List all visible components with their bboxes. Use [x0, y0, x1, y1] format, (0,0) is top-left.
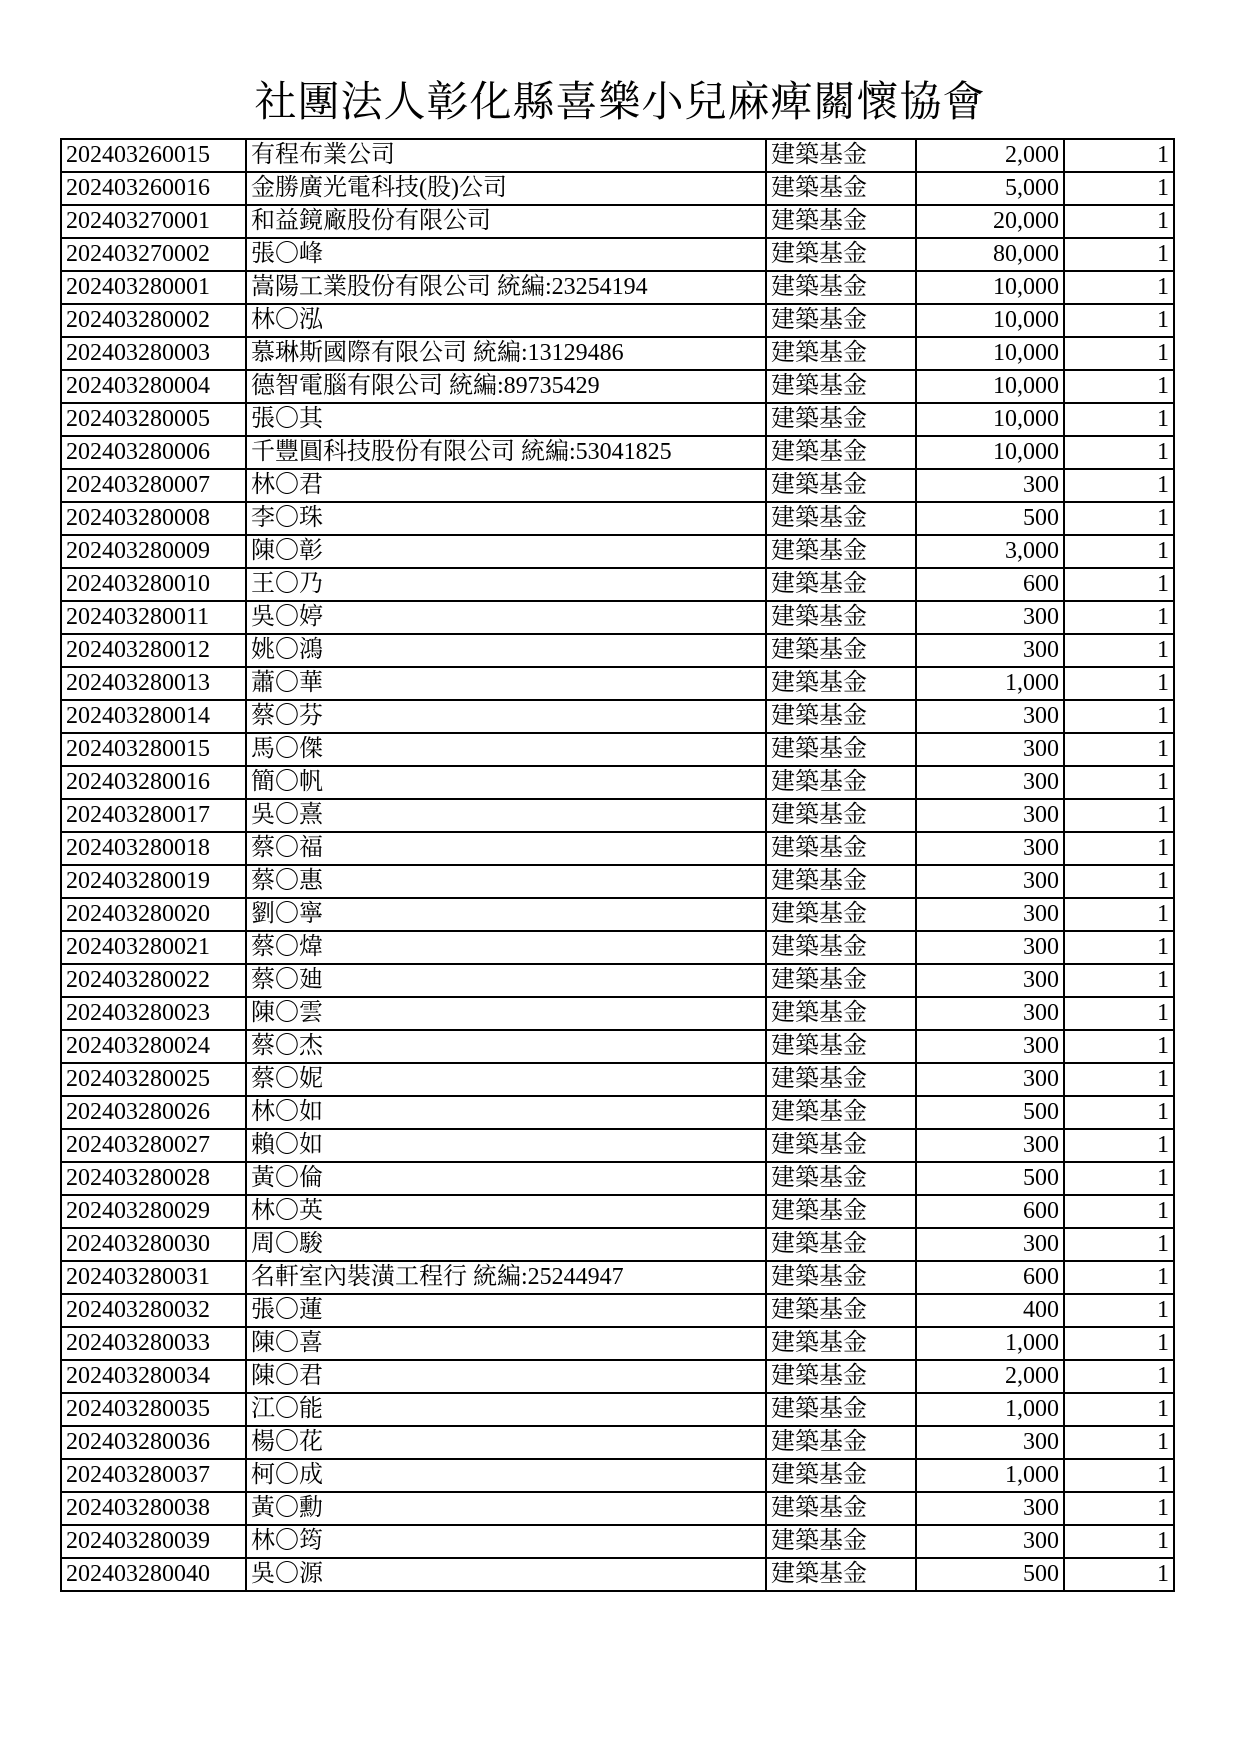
- fund-category-cell: 建築基金: [766, 1261, 916, 1294]
- amount-cell: 2,000: [916, 1360, 1064, 1393]
- donor-name-cell: 有程布業公司: [246, 139, 766, 172]
- amount-cell: 300: [916, 469, 1064, 502]
- fund-category-cell: 建築基金: [766, 1129, 916, 1162]
- count-cell: 1: [1064, 1525, 1174, 1558]
- table-row: [61, 271, 1174, 304]
- fund-category-cell: 建築基金: [766, 898, 916, 931]
- donor-name-cell: 張〇峰: [246, 238, 766, 271]
- fund-category-cell: 建築基金: [766, 1063, 916, 1096]
- receipt-number-cell: 202403280014: [61, 700, 246, 733]
- table-row: [61, 1261, 1174, 1294]
- table-row: [61, 139, 1174, 172]
- donor-name-cell: 金勝廣光電科技(股)公司: [246, 172, 766, 205]
- donor-name-cell: 蔡〇煒: [246, 931, 766, 964]
- table-row: [61, 667, 1174, 700]
- count-cell: 1: [1064, 370, 1174, 403]
- receipt-number-cell: 202403280028: [61, 1162, 246, 1195]
- donor-name-cell: 張〇其: [246, 403, 766, 436]
- amount-cell: 1,000: [916, 1393, 1064, 1426]
- donor-name-cell: 蔡〇廸: [246, 964, 766, 997]
- fund-category-cell: 建築基金: [766, 700, 916, 733]
- table-row: [61, 1360, 1174, 1393]
- fund-category-cell: 建築基金: [766, 568, 916, 601]
- count-cell: 1: [1064, 898, 1174, 931]
- receipt-number-cell: 202403260015: [61, 139, 246, 172]
- donor-name-cell: 林〇筠: [246, 1525, 766, 1558]
- table-row: [61, 568, 1174, 601]
- amount-cell: 10,000: [916, 436, 1064, 469]
- donor-name-cell: 和益鏡廠股份有限公司: [246, 205, 766, 238]
- count-cell: 1: [1064, 634, 1174, 667]
- count-cell: 1: [1064, 733, 1174, 766]
- count-cell: 1: [1064, 1096, 1174, 1129]
- amount-cell: 300: [916, 964, 1064, 997]
- amount-cell: 300: [916, 1228, 1064, 1261]
- receipt-number-cell: 202403280025: [61, 1063, 246, 1096]
- fund-category-cell: 建築基金: [766, 370, 916, 403]
- count-cell: 1: [1064, 304, 1174, 337]
- table-row: [61, 1327, 1174, 1360]
- fund-category-cell: 建築基金: [766, 436, 916, 469]
- donation-table: [60, 138, 1175, 1592]
- amount-cell: 1,000: [916, 1327, 1064, 1360]
- table-row: [61, 931, 1174, 964]
- donor-name-cell: 德智電腦有限公司 統編:89735429: [246, 370, 766, 403]
- donor-name-cell: 賴〇如: [246, 1129, 766, 1162]
- amount-cell: 300: [916, 898, 1064, 931]
- donor-name-cell: 陳〇彰: [246, 535, 766, 568]
- table-row: [61, 238, 1174, 271]
- amount-cell: 400: [916, 1294, 1064, 1327]
- table-row: [61, 1393, 1174, 1426]
- amount-cell: 1,000: [916, 667, 1064, 700]
- fund-category-cell: 建築基金: [766, 535, 916, 568]
- table-row: [61, 865, 1174, 898]
- count-cell: 1: [1064, 1558, 1174, 1591]
- receipt-number-cell: 202403280021: [61, 931, 246, 964]
- donor-name-cell: 吳〇熹: [246, 799, 766, 832]
- count-cell: 1: [1064, 205, 1174, 238]
- fund-category-cell: 建築基金: [766, 1360, 916, 1393]
- receipt-number-cell: 202403280015: [61, 733, 246, 766]
- donor-name-cell: 蔡〇福: [246, 832, 766, 865]
- receipt-number-cell: 202403280035: [61, 1393, 246, 1426]
- fund-category-cell: 建築基金: [766, 931, 916, 964]
- receipt-number-cell: 202403280012: [61, 634, 246, 667]
- count-cell: 1: [1064, 337, 1174, 370]
- fund-category-cell: 建築基金: [766, 271, 916, 304]
- receipt-number-cell: 202403280030: [61, 1228, 246, 1261]
- table-row: [61, 1492, 1174, 1525]
- count-cell: 1: [1064, 1195, 1174, 1228]
- table-row: [61, 1228, 1174, 1261]
- fund-category-cell: 建築基金: [766, 1459, 916, 1492]
- count-cell: 1: [1064, 601, 1174, 634]
- receipt-number-cell: 202403280004: [61, 370, 246, 403]
- amount-cell: 300: [916, 766, 1064, 799]
- table-row: [61, 1162, 1174, 1195]
- receipt-number-cell: 202403280024: [61, 1030, 246, 1063]
- amount-cell: 300: [916, 865, 1064, 898]
- donor-name-cell: 江〇能: [246, 1393, 766, 1426]
- donor-name-cell: 王〇乃: [246, 568, 766, 601]
- table-row: [61, 601, 1174, 634]
- receipt-number-cell: 202403280039: [61, 1525, 246, 1558]
- count-cell: 1: [1064, 1393, 1174, 1426]
- page-title: 社團法人彰化縣喜樂小兒麻痺關懷協會: [254, 80, 986, 126]
- donor-name-cell: 林〇如: [246, 1096, 766, 1129]
- receipt-number-cell: 202403280008: [61, 502, 246, 535]
- receipt-number-cell: 202403280007: [61, 469, 246, 502]
- table-row: [61, 832, 1174, 865]
- fund-category-cell: 建築基金: [766, 601, 916, 634]
- table-row: [61, 1030, 1174, 1063]
- table-row: [61, 304, 1174, 337]
- amount-cell: 10,000: [916, 370, 1064, 403]
- count-cell: 1: [1064, 436, 1174, 469]
- count-cell: 1: [1064, 469, 1174, 502]
- count-cell: 1: [1064, 1228, 1174, 1261]
- table-row: [61, 1129, 1174, 1162]
- donor-name-cell: 姚〇鴻: [246, 634, 766, 667]
- table-row: [61, 634, 1174, 667]
- receipt-number-cell: 202403280037: [61, 1459, 246, 1492]
- fund-category-cell: 建築基金: [766, 1327, 916, 1360]
- amount-cell: 300: [916, 1030, 1064, 1063]
- amount-cell: 600: [916, 568, 1064, 601]
- amount-cell: 300: [916, 832, 1064, 865]
- count-cell: 1: [1064, 1294, 1174, 1327]
- donor-name-cell: 林〇君: [246, 469, 766, 502]
- fund-category-cell: 建築基金: [766, 1525, 916, 1558]
- fund-category-cell: 建築基金: [766, 502, 916, 535]
- amount-cell: 500: [916, 1558, 1064, 1591]
- fund-category-cell: 建築基金: [766, 667, 916, 700]
- table-row: [61, 535, 1174, 568]
- donor-name-cell: 蔡〇杰: [246, 1030, 766, 1063]
- donor-name-cell: 劉〇寧: [246, 898, 766, 931]
- fund-category-cell: 建築基金: [766, 1096, 916, 1129]
- amount-cell: 2,000: [916, 139, 1064, 172]
- fund-category-cell: 建築基金: [766, 1228, 916, 1261]
- fund-category-cell: 建築基金: [766, 634, 916, 667]
- receipt-number-cell: 202403280018: [61, 832, 246, 865]
- count-cell: 1: [1064, 1459, 1174, 1492]
- fund-category-cell: 建築基金: [766, 766, 916, 799]
- fund-category-cell: 建築基金: [766, 865, 916, 898]
- receipt-number-cell: 202403280006: [61, 436, 246, 469]
- fund-category-cell: 建築基金: [766, 469, 916, 502]
- donor-name-cell: 馬〇傑: [246, 733, 766, 766]
- count-cell: 1: [1064, 700, 1174, 733]
- receipt-number-cell: 202403280019: [61, 865, 246, 898]
- count-cell: 1: [1064, 271, 1174, 304]
- donor-name-cell: 千豐圓科技股份有限公司 統編:53041825: [246, 436, 766, 469]
- receipt-number-cell: 202403280003: [61, 337, 246, 370]
- table-row: [61, 799, 1174, 832]
- receipt-number-cell: 202403280027: [61, 1129, 246, 1162]
- fund-category-cell: 建築基金: [766, 964, 916, 997]
- donor-name-cell: 蕭〇華: [246, 667, 766, 700]
- donor-name-cell: 林〇英: [246, 1195, 766, 1228]
- table-row: [61, 766, 1174, 799]
- count-cell: 1: [1064, 799, 1174, 832]
- amount-cell: 20,000: [916, 205, 1064, 238]
- count-cell: 1: [1064, 832, 1174, 865]
- table-row: [61, 733, 1174, 766]
- count-cell: 1: [1064, 502, 1174, 535]
- count-cell: 1: [1064, 172, 1174, 205]
- table-row: [61, 1294, 1174, 1327]
- amount-cell: 300: [916, 634, 1064, 667]
- amount-cell: 80,000: [916, 238, 1064, 271]
- fund-category-cell: 建築基金: [766, 1492, 916, 1525]
- table-row: [61, 1558, 1174, 1591]
- receipt-number-cell: 202403280036: [61, 1426, 246, 1459]
- amount-cell: 500: [916, 1162, 1064, 1195]
- receipt-number-cell: 202403280016: [61, 766, 246, 799]
- receipt-number-cell: 202403280002: [61, 304, 246, 337]
- donor-name-cell: 陳〇喜: [246, 1327, 766, 1360]
- amount-cell: 1,000: [916, 1459, 1064, 1492]
- table-row: [61, 502, 1174, 535]
- table-row: [61, 898, 1174, 931]
- fund-category-cell: 建築基金: [766, 337, 916, 370]
- count-cell: 1: [1064, 997, 1174, 1030]
- donor-name-cell: 蔡〇妮: [246, 1063, 766, 1096]
- amount-cell: 300: [916, 997, 1064, 1030]
- count-cell: 1: [1064, 1063, 1174, 1096]
- count-cell: 1: [1064, 931, 1174, 964]
- fund-category-cell: 建築基金: [766, 1030, 916, 1063]
- donor-name-cell: 楊〇花: [246, 1426, 766, 1459]
- count-cell: 1: [1064, 568, 1174, 601]
- table-row: [61, 1096, 1174, 1129]
- receipt-number-cell: 202403280029: [61, 1195, 246, 1228]
- donor-name-cell: 李〇珠: [246, 502, 766, 535]
- receipt-number-cell: 202403280026: [61, 1096, 246, 1129]
- donor-name-cell: 張〇蓮: [246, 1294, 766, 1327]
- amount-cell: 300: [916, 931, 1064, 964]
- receipt-number-cell: 202403270001: [61, 205, 246, 238]
- donor-name-cell: 陳〇雲: [246, 997, 766, 1030]
- receipt-number-cell: 202403280023: [61, 997, 246, 1030]
- fund-category-cell: 建築基金: [766, 1294, 916, 1327]
- amount-cell: 600: [916, 1261, 1064, 1294]
- amount-cell: 500: [916, 1096, 1064, 1129]
- count-cell: 1: [1064, 766, 1174, 799]
- receipt-number-cell: 202403260016: [61, 172, 246, 205]
- donor-name-cell: 名軒室內裝潢工程行 統編:25244947: [246, 1261, 766, 1294]
- receipt-number-cell: 202403280038: [61, 1492, 246, 1525]
- receipt-number-cell: 202403280020: [61, 898, 246, 931]
- count-cell: 1: [1064, 1426, 1174, 1459]
- fund-category-cell: 建築基金: [766, 799, 916, 832]
- fund-category-cell: 建築基金: [766, 1195, 916, 1228]
- fund-category-cell: 建築基金: [766, 172, 916, 205]
- receipt-number-cell: 202403280031: [61, 1261, 246, 1294]
- amount-cell: 300: [916, 733, 1064, 766]
- receipt-number-cell: 202403280034: [61, 1360, 246, 1393]
- donor-name-cell: 吳〇婷: [246, 601, 766, 634]
- fund-category-cell: 建築基金: [766, 832, 916, 865]
- receipt-number-cell: 202403280013: [61, 667, 246, 700]
- fund-category-cell: 建築基金: [766, 304, 916, 337]
- amount-cell: 3,000: [916, 535, 1064, 568]
- count-cell: 1: [1064, 1492, 1174, 1525]
- table-row: [61, 403, 1174, 436]
- amount-cell: 300: [916, 1063, 1064, 1096]
- amount-cell: 5,000: [916, 172, 1064, 205]
- amount-cell: 300: [916, 601, 1064, 634]
- receipt-number-cell: 202403280005: [61, 403, 246, 436]
- amount-cell: 10,000: [916, 403, 1064, 436]
- count-cell: 1: [1064, 865, 1174, 898]
- receipt-number-cell: 202403280009: [61, 535, 246, 568]
- table-row: [61, 205, 1174, 238]
- table-row: [61, 1459, 1174, 1492]
- donor-name-cell: 慕琳斯國際有限公司 統編:13129486: [246, 337, 766, 370]
- count-cell: 1: [1064, 1327, 1174, 1360]
- fund-category-cell: 建築基金: [766, 1162, 916, 1195]
- fund-category-cell: 建築基金: [766, 1426, 916, 1459]
- table-row: [61, 1525, 1174, 1558]
- donation-table-body: [61, 139, 1174, 1591]
- table-row: [61, 172, 1174, 205]
- count-cell: 1: [1064, 1162, 1174, 1195]
- donor-name-cell: 黃〇倫: [246, 1162, 766, 1195]
- table-row: [61, 370, 1174, 403]
- receipt-number-cell: 202403280010: [61, 568, 246, 601]
- donor-name-cell: 吳〇源: [246, 1558, 766, 1591]
- count-cell: 1: [1064, 403, 1174, 436]
- receipt-number-cell: 202403270002: [61, 238, 246, 271]
- donor-name-cell: 陳〇君: [246, 1360, 766, 1393]
- count-cell: 1: [1064, 1030, 1174, 1063]
- table-row: [61, 469, 1174, 502]
- table-row: [61, 1195, 1174, 1228]
- donor-name-cell: 蔡〇惠: [246, 865, 766, 898]
- donor-name-cell: 柯〇成: [246, 1459, 766, 1492]
- donor-name-cell: 嵩陽工業股份有限公司 統編:23254194: [246, 271, 766, 304]
- count-cell: 1: [1064, 667, 1174, 700]
- count-cell: 1: [1064, 964, 1174, 997]
- amount-cell: 10,000: [916, 271, 1064, 304]
- count-cell: 1: [1064, 238, 1174, 271]
- amount-cell: 300: [916, 1492, 1064, 1525]
- receipt-number-cell: 202403280040: [61, 1558, 246, 1591]
- fund-category-cell: 建築基金: [766, 238, 916, 271]
- count-cell: 1: [1064, 1261, 1174, 1294]
- table-row: [61, 1426, 1174, 1459]
- receipt-number-cell: 202403280033: [61, 1327, 246, 1360]
- amount-cell: 300: [916, 700, 1064, 733]
- amount-cell: 500: [916, 502, 1064, 535]
- donor-name-cell: 蔡〇芬: [246, 700, 766, 733]
- donor-name-cell: 簡〇帆: [246, 766, 766, 799]
- receipt-number-cell: 202403280022: [61, 964, 246, 997]
- receipt-number-cell: 202403280032: [61, 1294, 246, 1327]
- amount-cell: 300: [916, 1525, 1064, 1558]
- receipt-number-cell: 202403280011: [61, 601, 246, 634]
- table-row: [61, 337, 1174, 370]
- fund-category-cell: 建築基金: [766, 205, 916, 238]
- table-row: [61, 964, 1174, 997]
- count-cell: 1: [1064, 1360, 1174, 1393]
- amount-cell: 300: [916, 1129, 1064, 1162]
- fund-category-cell: 建築基金: [766, 139, 916, 172]
- receipt-number-cell: 202403280017: [61, 799, 246, 832]
- table-row: [61, 997, 1174, 1030]
- donor-name-cell: 周〇駿: [246, 1228, 766, 1261]
- fund-category-cell: 建築基金: [766, 1393, 916, 1426]
- table-row: [61, 436, 1174, 469]
- donor-name-cell: 黃〇勳: [246, 1492, 766, 1525]
- amount-cell: 600: [916, 1195, 1064, 1228]
- fund-category-cell: 建築基金: [766, 1558, 916, 1591]
- amount-cell: 300: [916, 1426, 1064, 1459]
- fund-category-cell: 建築基金: [766, 733, 916, 766]
- count-cell: 1: [1064, 139, 1174, 172]
- table-row: [61, 1063, 1174, 1096]
- count-cell: 1: [1064, 535, 1174, 568]
- amount-cell: 10,000: [916, 304, 1064, 337]
- donor-name-cell: 林〇泓: [246, 304, 766, 337]
- receipt-number-cell: 202403280001: [61, 271, 246, 304]
- amount-cell: 10,000: [916, 337, 1064, 370]
- count-cell: 1: [1064, 1129, 1174, 1162]
- fund-category-cell: 建築基金: [766, 997, 916, 1030]
- amount-cell: 300: [916, 799, 1064, 832]
- fund-category-cell: 建築基金: [766, 403, 916, 436]
- table-row: [61, 700, 1174, 733]
